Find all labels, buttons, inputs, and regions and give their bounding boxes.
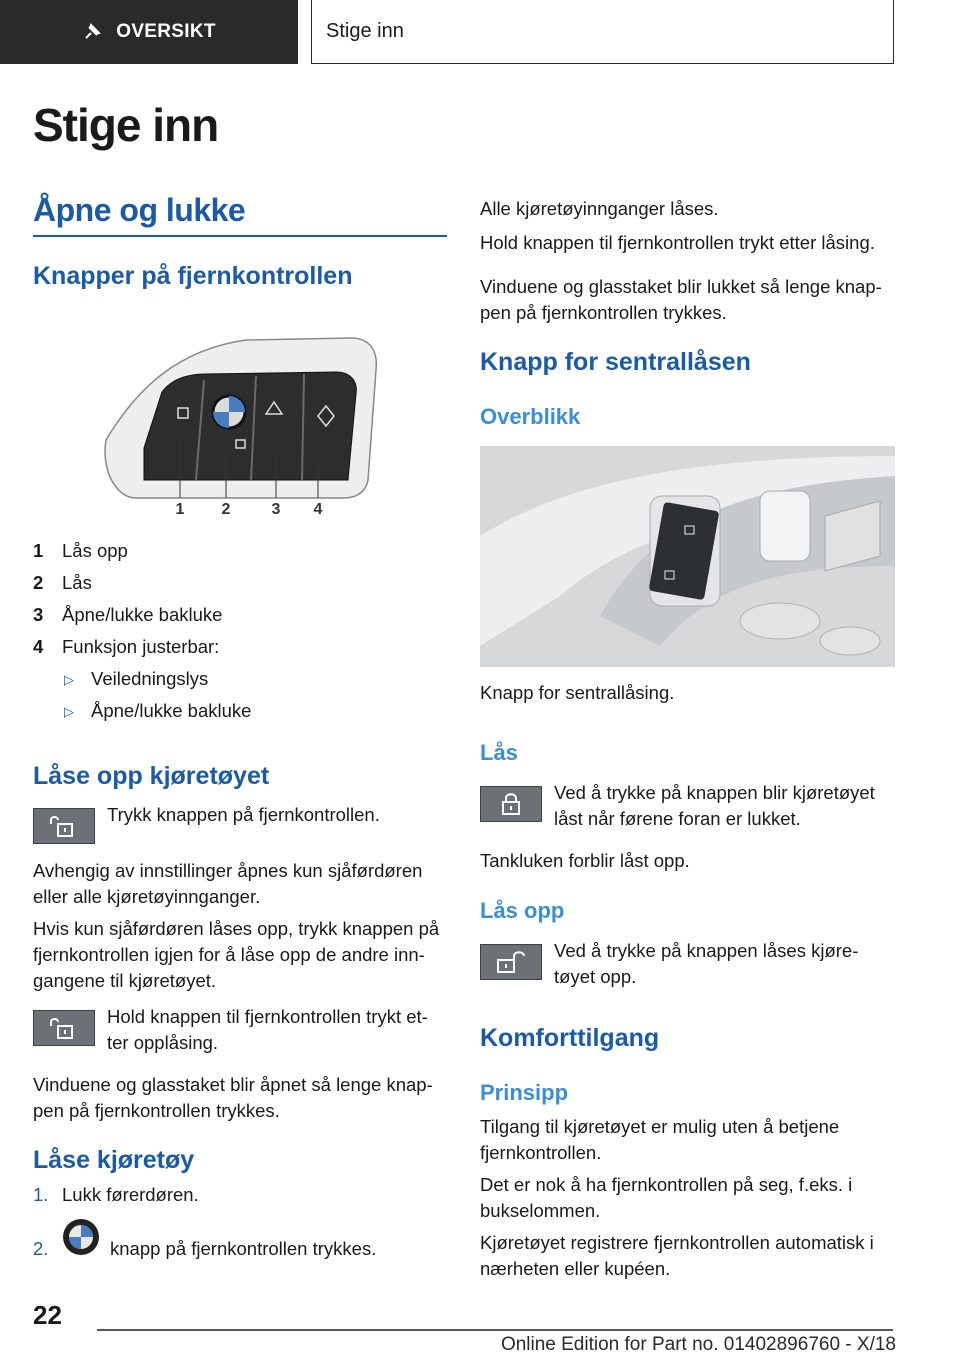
footer-rule: [97, 1329, 893, 1331]
paragraph: Avhengig av innstillinger åpnes kun sjåførdøren: [33, 860, 423, 881]
page-number: 22: [33, 1300, 62, 1330]
bullet-triangle-icon: ▷: [64, 704, 74, 719]
legend-text: Åpne/lukke bakluke: [62, 604, 223, 625]
paragraph: nærheten eller kupéen.: [480, 1258, 671, 1279]
unlock-button-icon: [33, 1010, 95, 1046]
hold-note: Hold knappen til fjernkontrollen trykt et‐: [107, 1006, 428, 1027]
overview-tab[interactable]: [0, 0, 298, 64]
key-callout-1: 1: [175, 501, 185, 518]
paragraph: Tankluken forblir låst opp.: [480, 850, 690, 871]
key-callout-4: 4: [313, 501, 323, 518]
step-text: knapp på fjernkontrollen trykkes.: [110, 1238, 377, 1259]
legend-number: 2: [33, 572, 44, 593]
paragraph: Hold knappen til fjernkontrollen trykt etter låsing.: [480, 232, 875, 253]
lock-button-icon: [480, 786, 542, 822]
unlock-button-icon: [33, 808, 95, 844]
sub-item: Åpne/lukke bakluke: [91, 700, 252, 721]
heading-lock: Lås: [480, 740, 518, 765]
legend-number: 1: [33, 540, 44, 561]
heading-lock-vehicle: Låse kjøretøy: [33, 1146, 195, 1174]
paragraph: bukselommen.: [480, 1200, 601, 1221]
legend-number: 3: [33, 604, 44, 625]
pin-icon: [82, 22, 102, 42]
paragraph: fjernkontrollen igjen for å låse opp de andre inn‐: [33, 944, 425, 965]
unlock-note: tøyet opp.: [554, 966, 637, 987]
heading-unlock: Lås opp: [480, 898, 565, 923]
heading-principle: Prinsipp: [480, 1080, 569, 1105]
heading-comfort-access: Komforttilgang: [480, 1024, 660, 1052]
remote-key-illustration: [96, 330, 386, 522]
step-number: 1.: [33, 1184, 49, 1205]
current-section-label: Stige inn: [326, 20, 404, 42]
photo-caption: Knapp for sentrallåsing.: [480, 682, 675, 703]
legend-text: Lås opp: [62, 540, 128, 561]
section-heading-open-close: Åpne og lukke: [33, 192, 246, 228]
lock-note: Ved å trykke på knappen blir kjøretøyet: [554, 782, 875, 803]
step-number: 2.: [33, 1238, 49, 1259]
overview-tab-label: OVERSIKT: [116, 21, 216, 42]
top-navigation: [0, 0, 960, 66]
key-callout-2: 2: [221, 501, 231, 518]
legend-text: Funksjon justerbar:: [62, 636, 220, 657]
edition-footer: Online Edition for Part no. 01402896760 - X/18: [500, 1334, 896, 1355]
paragraph: fjernkontrollen.: [480, 1142, 602, 1163]
step-text: Lukk førerdøren.: [62, 1184, 199, 1205]
paragraph: eller alle kjøretøyinnganger.: [33, 886, 261, 907]
legend-text: Lås: [62, 572, 92, 593]
unlock-note: Trykk knappen på fjernkontrollen.: [107, 804, 380, 825]
paragraph: Vinduene og glasstaket blir lukket så lenge knap‐: [480, 276, 882, 297]
lock-note: låst når førene foran er lukket.: [554, 808, 801, 829]
heading-remote-buttons: Knapper på fjernkontrollen: [33, 262, 353, 290]
key-callout-3: 3: [271, 501, 281, 518]
paragraph: Vinduene og glasstaket blir åpnet så lenge knap‐: [33, 1074, 433, 1095]
current-section-tab[interactable]: [311, 0, 894, 64]
heading-unlock-vehicle: Låse opp kjøretøyet: [33, 762, 270, 790]
paragraph: pen på fjernkontrollen trykkes.: [480, 302, 727, 323]
bmw-logo-icon: [62, 1218, 100, 1256]
paragraph: Tilgang til kjøretøyet er mulig uten å betjene: [480, 1116, 840, 1137]
unlock-note: Ved å trykke på knappen låses kjøre‐: [554, 940, 859, 961]
page-title: Stige inn: [33, 99, 219, 151]
sub-item: Veiledningslys: [91, 668, 209, 689]
unlock-button-icon: [480, 944, 542, 980]
paragraph: gangene til kjøretøyet.: [33, 970, 217, 991]
bullet-triangle-icon: ▷: [64, 672, 74, 687]
paragraph: Alle kjøretøyinnganger låses.: [480, 198, 719, 219]
heading-overview: Overblikk: [480, 404, 581, 429]
legend-number: 4: [33, 636, 44, 657]
hold-note: ter opplåsing.: [107, 1032, 219, 1053]
paragraph: Kjøretøyet registrere fjernkontrollen automatisk i: [480, 1232, 874, 1253]
paragraph: Hvis kun sjåførdøren låses opp, trykk knappen på: [33, 918, 440, 939]
heading-central-lock: Knapp for sentrallåsen: [480, 348, 751, 376]
paragraph: pen på fjernkontrollen trykkes.: [33, 1100, 280, 1121]
heading-rule: [33, 235, 447, 237]
paragraph: Det er nok å ha fjernkontrollen på seg, f.eks. i: [480, 1174, 853, 1195]
central-lock-photo: [480, 446, 895, 667]
